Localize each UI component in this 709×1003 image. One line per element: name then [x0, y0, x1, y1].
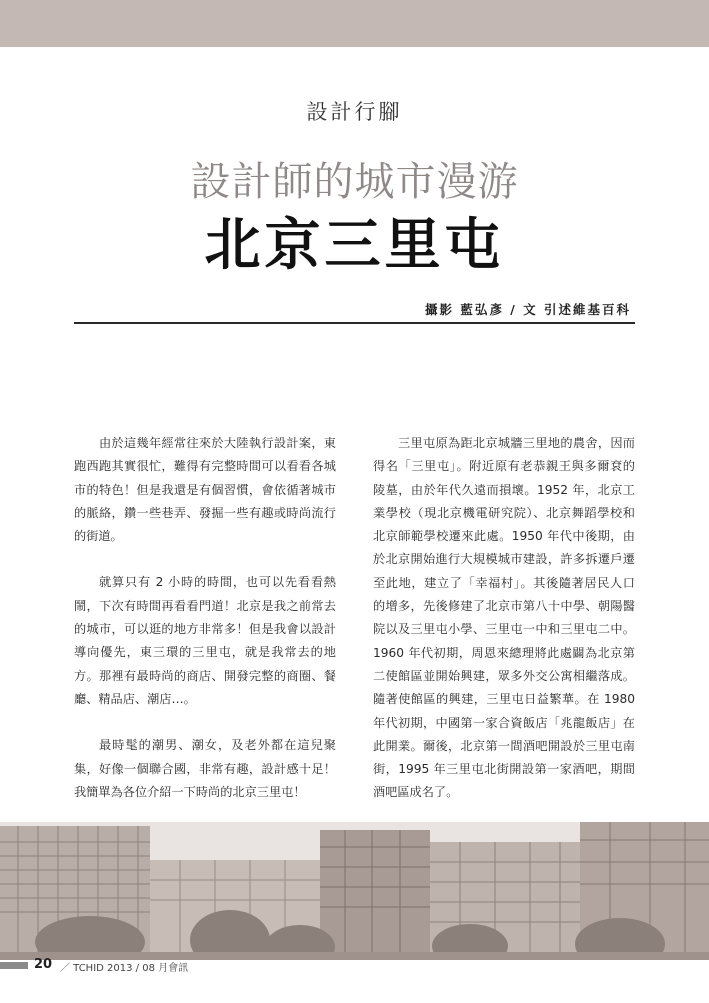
- footer-accent-bar: [0, 962, 28, 969]
- body-paragraph: 就算只有 2 小時的時間，也可以先看看熱鬧，下次有時間再看看門道！北京是我之前常去的城市，可以逛的地方非常多！但是我會以設計導向優先，東三環的三里屯，就是我常去的地方。那裡有最時尚的商店、開發完整的商圈、餐廳、精品店、潮店…。: [74, 575, 336, 706]
- article-title: 北京三里屯: [204, 212, 505, 278]
- top-color-band: [0, 0, 709, 47]
- right-text-column: [373, 432, 635, 828]
- body-paragraph: 由於這幾年經常往來於大陸執行設計案，東跑西跑其實很忙，難得有完整時間可以看看各城市的特色！但是我還是有個習慣，會依循著城市的脈絡，鑽一些巷弄、發掘一些有趣或時尚流行的街道。: [74, 436, 336, 544]
- article-subtitle: 設計師的城市漫游: [190, 159, 519, 205]
- publication-info: ／ TCHID 2013 / 08 月會訊: [60, 963, 189, 974]
- body-paragraph: 最時髦的潮男、潮女，及老外都在這兒聚集，好像一個聯合國，非常有趣，設計感十足！我簡單為各位介紹一下時尚的北京三里屯！: [74, 738, 336, 799]
- section-label: 設計行腳: [306, 100, 403, 124]
- title-divider: [74, 322, 635, 324]
- city-skyline-photo: [0, 822, 709, 960]
- left-text-column: [74, 432, 336, 827]
- page-number: 20: [34, 957, 53, 972]
- photo-text-credits: 攝影 藍弘彥 / 文 引述維基百科: [425, 302, 631, 317]
- body-paragraph: 三里屯原為距北京城牆三里地的農舍，因而得名「三里屯」。附近原有老恭親王與多爾袞的陵墓，由於年代久遠而損壞。1952 年，北京工業學校（現北京機電研究院）、北京舞蹈學校和北京師範學校遷來此處。1950 年代中後期，由於北京開始進行大規模城市建設，許多拆遷戶遷至此地，建立了「幸福村」。其後隨著居民人口的增多，先後修建了北京市第八十中學、朝陽醫院以及三里屯小學、三里屯一中和三里屯二中。1960 年代初期，周恩來總理將此處闢為北京第二使館區並開始興建，眾多外交公寓相繼落成。隨著使館區的興建，三里屯日益繁華。在 1980 年代初期，中國第一家合資飯店「兆龍飯店」在此開業。爾後，北京第一間酒吧開設於三里屯南街，1995 年三里屯北街開設第一家酒吧，期間酒吧區成名了。: [373, 436, 635, 800]
